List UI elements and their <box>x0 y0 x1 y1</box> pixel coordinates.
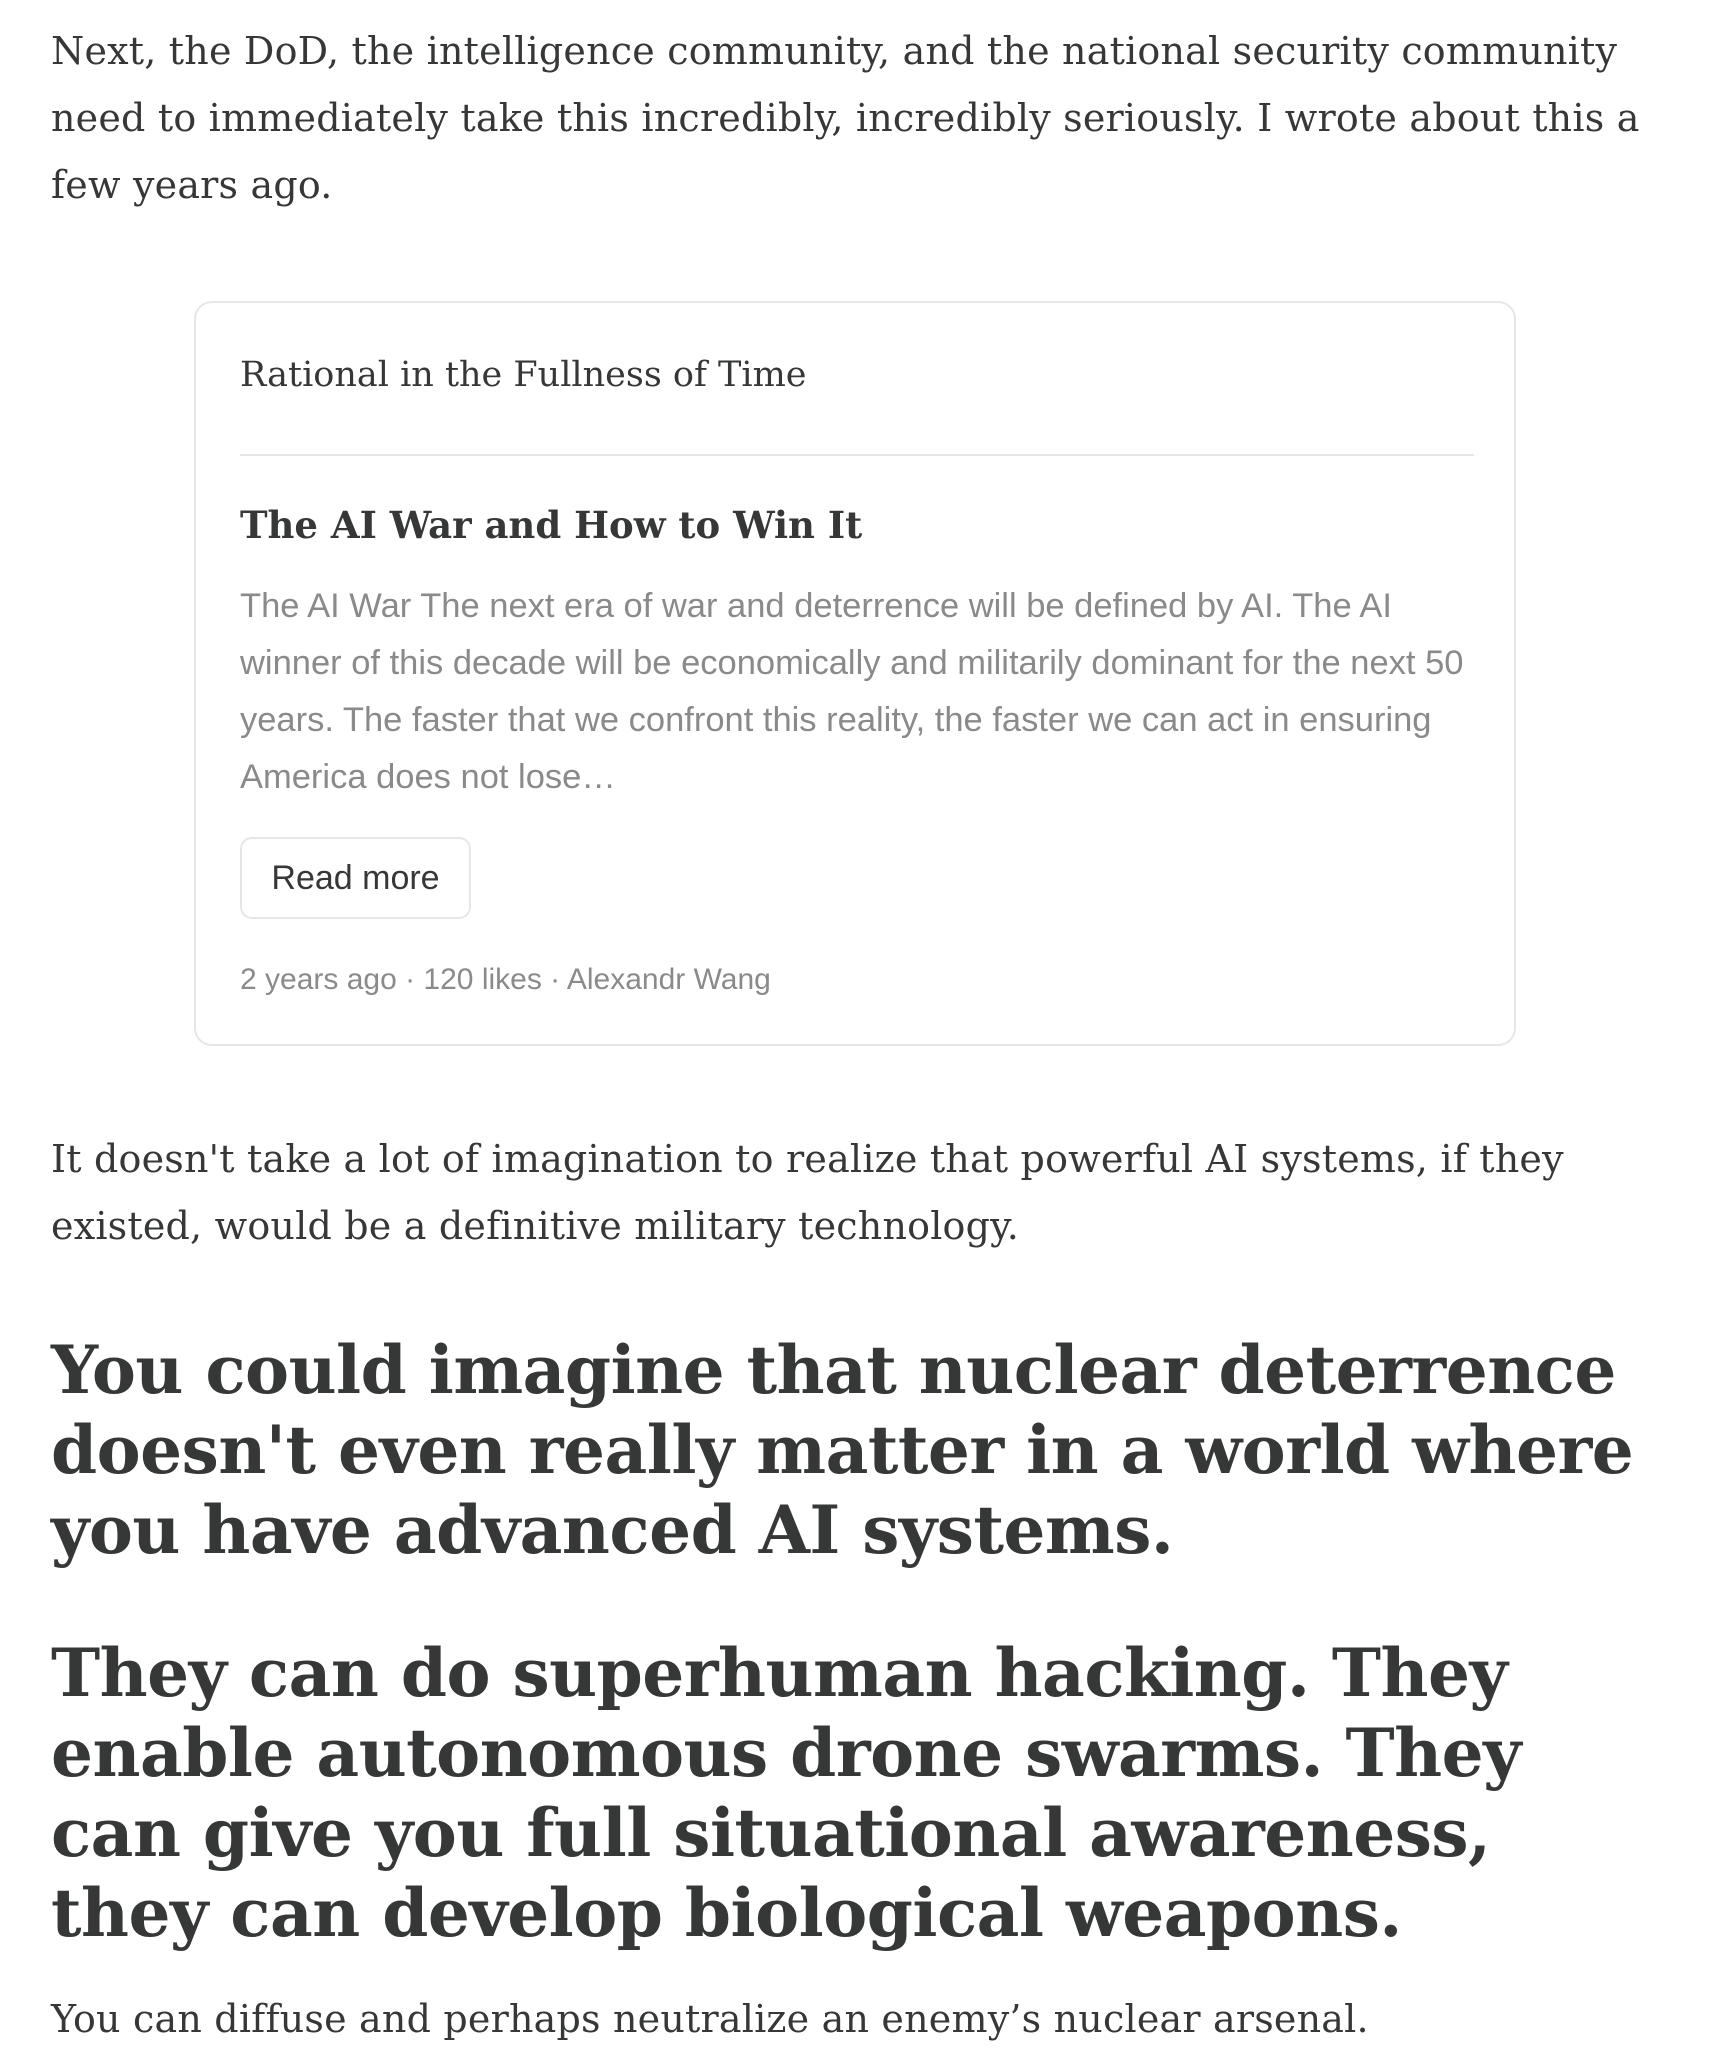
embedded-post-card[interactable] <box>194 301 1516 1046</box>
heading-superhuman-capabilities: They can do superhuman hacking. They enable autonomous drone swarms. They can give you full situational awareness, they can develop biological weapons. <box>51 1634 1521 1952</box>
paragraph-nuclear-arsenal: You can diffuse and perhaps neutralize an enemy’s nuclear arsenal. <box>51 1997 1369 2041</box>
read-more-button[interactable]: Read more <box>240 837 471 919</box>
embed-post-meta: 2 years ago · 120 likes · Alexandr Wang <box>240 963 771 996</box>
embed-post-excerpt: The AI War The next era of war and deterrence will be defined by AI. The AI winner of this decade will be economically and militarily dominant for the next 50 years. The faster that we confront this reality, the faster we can act in ensuring America does not lose… <box>240 587 1464 796</box>
paragraph-military-technology: It doesn't take a lot of imagination to realize that powerful AI systems, if they existed, would be a definitive military technology. <box>51 1137 1564 1248</box>
embed-publication-name[interactable]: Rational in the Fullness of Time <box>240 355 807 395</box>
heading-nuclear-deterrence: You could imagine that nuclear deterrence doesn't even really matter in a world where you have advanced AI systems. <box>51 1331 1634 1569</box>
paragraph-intro: Next, the DoD, the intelligence community, and the national security community need to immediately take this incredibly, incredibly seriously. I wrote about this a few years ago. <box>51 29 1640 207</box>
embed-divider <box>240 454 1474 456</box>
embed-post-title[interactable]: The AI War and How to Win It <box>240 503 863 547</box>
